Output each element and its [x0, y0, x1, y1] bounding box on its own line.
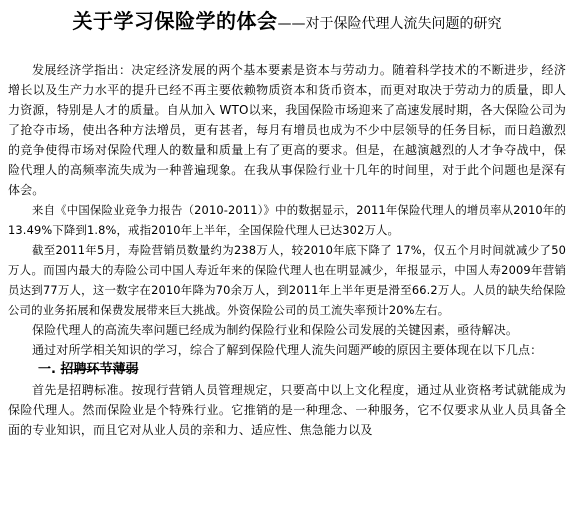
paragraph-problem: 保险代理人的高流失率问题已经成为制约保险行业和保险公司发展的关键因素，亟待解决。: [32, 323, 519, 337]
paragraph-intro: 发展经济学指出：决定经济发展的两个基本要素是资本与劳动力。随着科学技术的不断进步，经济增长以及生产力水平的提升已经不再主要依赖物质资本和货币资本，而更对取决于劳动力的质量，即人力资源，特别是人才的质量。自从加入 WTO以来，我国保险市场迎来了高速发展时期，各大保险公司为了抢夺市场，使出各种方法增员，更有甚者，每月有增员也成为不少中层领导的任务目标，而日趋激烈的竞争使得市场对保险代理人的数量和质量上有了更高的要求。但是，在越演越烈的人才争夺战中，保险代理人的高频率流失成为一种普遍现象。在我从事保险行业十几年的时间里，对于此个问题也是深有体会。: [8, 63, 566, 197]
section-number: 一.: [38, 362, 56, 377]
title-main: 关于学习保险学的体会: [72, 9, 278, 33]
paragraph-report-data: 来自《中国保险业竞争力报告（2010-2011）》中的数据显示，2011年保险代理人的增员率从2010年的13.49%下降到1.8%，戒指2010年上半年，全国保险代理人已达302万人。: [8, 203, 566, 237]
paragraph-reasons-intro: 通过对所学相关知识的学习，综合了解到保险代理人流失问题严峻的原因主要体现在以下几点：: [32, 343, 543, 357]
document-title: [8, 6, 566, 36]
section-label: 招聘环节薄弱: [60, 362, 139, 377]
paragraph-recruitment: 首先是招聘标准。按现行营销人员管理规定，只要高中以上文化程度，通过从业资格考试就能成为保险代理人。然而保险业是个特殊行业。它推销的是一种理念、一种服务，它不仅要求从业人员具备全面的专业知识，而且它对从业人员的亲和力、适应性、焦急能力以及: [8, 383, 566, 437]
paragraph-statistics: 截至2011年5月，寿险营销员数量约为238万人，较2010年底下降了 17%，仅五个月时间就减少了50万人。而国内最大的寿险公司中国人寿近年来的保险代理人也在明显减少，年报显示，中国人寿2009年营销员达到77万人，这一数字在2010年降为70余万人，到2011年上半年更是滑至66.2万人。人员的缺失给保险公司的业务拓展和保费发展带来巨大挑战。外资保险公司的员工流失率预计20%左右。: [8, 243, 566, 317]
section-heading: [38, 360, 566, 380]
title-subtitle: ——对于保险代理人流失问题的研究: [277, 16, 502, 32]
